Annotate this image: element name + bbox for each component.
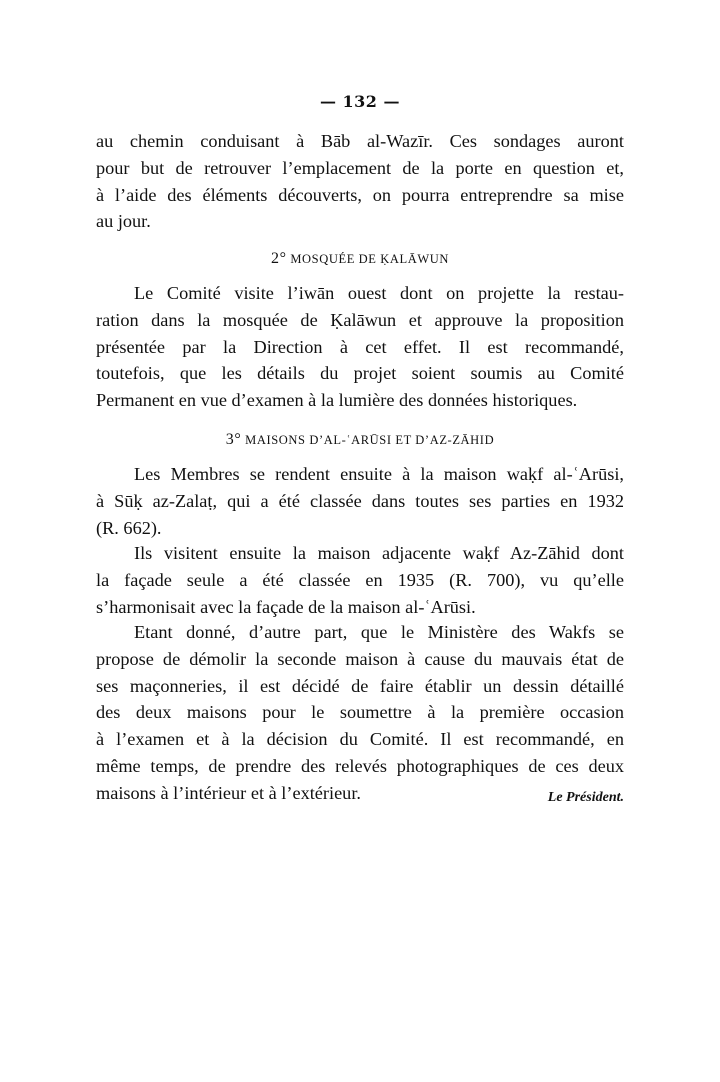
text-line: au jour.	[96, 211, 151, 232]
text-line: pour but de retrouver l’emplacement de la porte en question et,	[96, 157, 624, 178]
section-3-number: 3°	[225, 431, 242, 448]
section-3-paragraph-3	[96, 619, 624, 807]
text-line: Permanent en vue d’examen à la lumière des données historiques.	[96, 390, 578, 411]
text-line: s’harmonisait avec la façade de la maison al-ʿArūsi.	[96, 596, 476, 617]
text-line: à Sūḳ az-Zalaṭ, qui a été classée dans toutes ses parties en 1932	[96, 490, 624, 511]
section-2-number: 2°	[270, 250, 287, 267]
text-line: propose de démolir la seconde maison à cause du mauvais état de	[96, 648, 624, 669]
section-2-paragraph	[96, 280, 624, 414]
text-line: (R. 662).	[96, 517, 162, 538]
text-line: ses maçonneries, il est décidé de faire établir un dessin détaillé	[96, 675, 624, 696]
text-line: Le Comité visite l’iwān ouest dont on projette la restau-	[134, 283, 624, 303]
signature: Le Président.	[547, 790, 624, 805]
section-3-heading	[0, 431, 720, 449]
section-2-heading	[0, 250, 720, 268]
text-line: toutefois, que les détails du projet soient soumis au Comité	[96, 363, 624, 384]
section-3-paragraph-2	[96, 540, 624, 620]
text-line: ration dans la mosquée de Ḳalāwun et approuve la proposition	[96, 309, 624, 330]
section-3-title: MAISONS D’AL-ʿARŪSI ET D’AZ-ZĀHID	[245, 433, 495, 447]
section-3-paragraph-1	[96, 461, 624, 541]
text-line: même temps, de prendre des relevés photographiques de ces deux	[96, 755, 624, 776]
text-line: maisons à l’intérieur et à l’extérieur.	[96, 782, 361, 803]
page-number: — 132 —	[319, 92, 401, 111]
text-line: au chemin conduisant à Bāb al-Wazīr. Ces sondages auront	[96, 131, 624, 151]
text-line: Etant donné, d’autre part, que le Ministère des Wakfs se	[134, 622, 624, 642]
intro-paragraph	[96, 128, 624, 235]
text-line: présentée par la Direction à cet effet. Il est recommandé,	[96, 336, 624, 357]
text-line: la façade seule a été classée en 1935 (R. 700), vu qu’elle	[96, 569, 624, 590]
text-line: à l’examen et à la décision du Comité. Il est recommandé, en	[96, 729, 624, 750]
text-line: Ils visitent ensuite la maison adjacente waḳf Az-Zāhid dont	[134, 543, 624, 563]
text-line: des deux maisons pour le soumettre à la première occasion	[96, 702, 624, 723]
text-line: à l’aide des éléments découverts, on pourra entreprendre sa mise	[96, 184, 624, 205]
section-2-title: MOSQUÉE DE ḲALĀWUN	[290, 252, 450, 266]
text-line: Les Membres se rendent ensuite à la maison waḳf al-ʿArūsi,	[134, 464, 624, 484]
